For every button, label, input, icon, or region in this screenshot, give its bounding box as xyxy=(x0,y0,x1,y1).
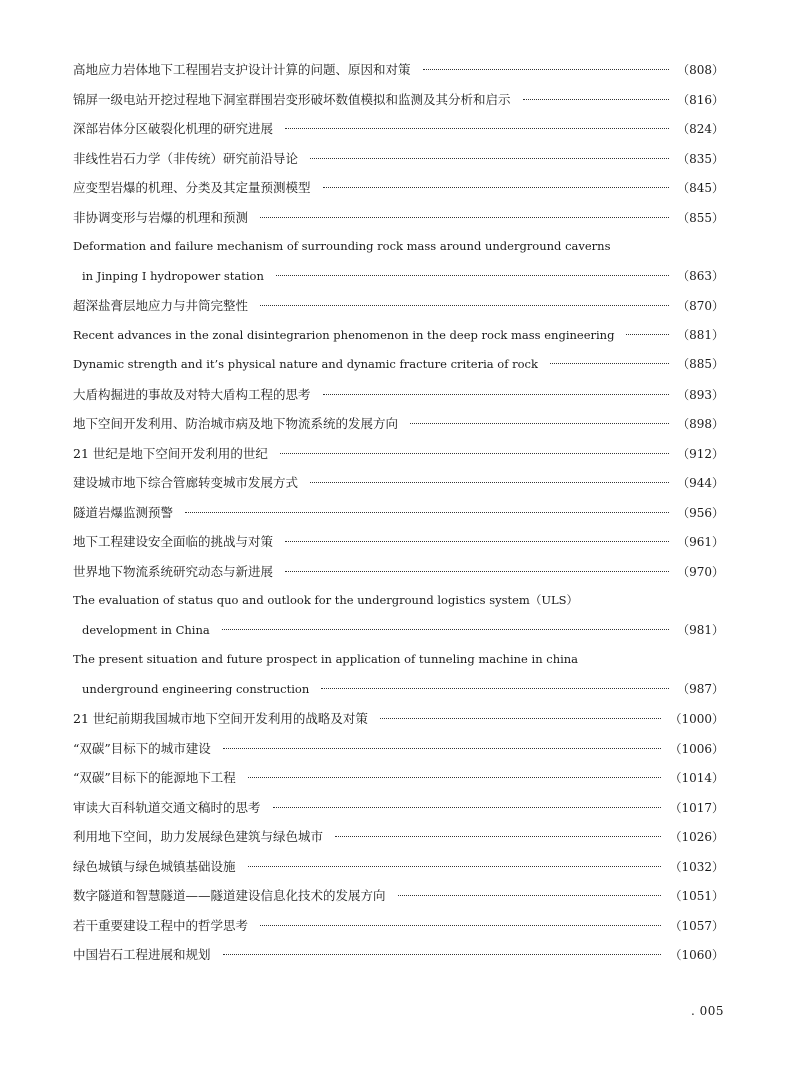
toc-entry-page: （987） xyxy=(677,681,724,696)
toc-entry[interactable] xyxy=(73,55,724,85)
toc-entry-page: （835） xyxy=(677,151,724,166)
toc-entry-title: 数字隧道和智慧隧道——隧道建设信息化技术的发展方向 xyxy=(73,888,386,903)
dot-leader xyxy=(323,394,670,395)
toc-entry-page: （885） xyxy=(677,357,724,371)
toc-entry-title: Recent advances in the zonal disintegrarion phenomenon in the deep rock mass engineering xyxy=(73,327,615,342)
toc-entry[interactable] xyxy=(73,793,724,823)
dot-leader xyxy=(248,866,662,867)
toc-entry-page: （1032） xyxy=(669,859,724,874)
dot-leader xyxy=(310,482,669,483)
dot-leader xyxy=(273,807,662,808)
toc-entry[interactable] xyxy=(73,822,724,852)
dot-leader xyxy=(550,363,669,364)
toc-entry-page: （824） xyxy=(677,122,724,136)
toc-entry-title: 若干重要建设工程中的哲学思考 xyxy=(73,917,249,933)
toc-entry-title: “双碳”目标下的能源地下工程 xyxy=(73,770,236,785)
toc-entry[interactable] xyxy=(73,675,724,705)
toc-entry-title: 地下空间开发利用、防治城市病及地下物流系统的发展方向 xyxy=(73,416,399,431)
table-of-contents xyxy=(73,55,724,970)
toc-entry-title: underground engineering construction xyxy=(82,681,310,696)
dot-leader xyxy=(285,128,669,129)
toc-entry-page: （961） xyxy=(677,535,724,549)
toc-entry-page: （898） xyxy=(677,417,724,431)
toc-entry-title: 利用地下空间，助力发展绿色建筑与绿色城市 xyxy=(73,829,324,844)
toc-entry[interactable] xyxy=(73,557,724,587)
toc-entry-page: （1000） xyxy=(669,712,724,726)
toc-entry[interactable] xyxy=(73,616,724,646)
toc-entry-title: 非协调变形与岩爆的机理和预测 xyxy=(73,209,249,225)
toc-entry[interactable] xyxy=(73,262,724,292)
toc-entry[interactable] xyxy=(73,291,724,321)
toc-entry-title: 大盾构掘进的事故及对特大盾构工程的思考 xyxy=(73,386,311,402)
toc-entry-page: （981） xyxy=(677,622,724,637)
toc-entry-title: 审读大百科轨道交通文稿时的思考 xyxy=(73,799,261,815)
dot-leader xyxy=(335,836,661,837)
toc-entry-page: （881） xyxy=(677,327,724,342)
toc-entry-page: （863） xyxy=(677,268,724,283)
toc-entry[interactable] xyxy=(73,144,724,174)
dot-leader xyxy=(260,305,669,306)
toc-entry-first-line[interactable] xyxy=(73,586,724,616)
dot-leader xyxy=(410,423,669,424)
toc-entry[interactable] xyxy=(73,852,724,882)
toc-entry-title: 深部岩体分区破裂化机理的研究进展 xyxy=(73,121,274,136)
toc-entry[interactable] xyxy=(73,409,724,439)
toc-entry[interactable] xyxy=(73,114,724,144)
toc-entry-page: （1026） xyxy=(669,830,724,844)
toc-entry-page: （845） xyxy=(677,181,724,195)
toc-entry[interactable] xyxy=(73,468,724,498)
dot-leader xyxy=(260,217,669,218)
toc-entry-title-line1: Deformation and failure mechanism of surrounding rock mass around underground caverns xyxy=(73,239,611,253)
toc-entry-page: （944） xyxy=(677,476,724,490)
toc-entry-title: 世界地下物流系统研究动态与新进展 xyxy=(73,563,274,579)
toc-entry-title: 建设城市地下综合管廊转变城市发展方式 xyxy=(73,475,299,490)
toc-entry-page: （1060） xyxy=(669,948,724,962)
toc-entry-first-line[interactable] xyxy=(73,645,724,675)
toc-entry[interactable] xyxy=(73,439,724,469)
toc-entry-title: 非线性岩石力学（非传统）研究前沿导论 xyxy=(73,150,299,166)
toc-entry-title: 21 世纪前期我国城市地下空间开发利用的战略及对策 xyxy=(73,711,368,726)
dot-leader xyxy=(626,334,669,335)
toc-entry-page: （855） xyxy=(677,210,724,225)
dot-leader xyxy=(380,718,662,719)
toc-entry-title-line1: The evaluation of status quo and outlook for the underground logistics system（ULS） xyxy=(73,593,579,607)
dot-leader xyxy=(222,629,669,630)
toc-entry[interactable] xyxy=(73,527,724,557)
toc-entry[interactable] xyxy=(73,173,724,203)
toc-entry-title: 应变型岩爆的机理、分类及其定量预测模型 xyxy=(73,180,311,195)
toc-entry-title: 锦屏一级电站开挖过程地下洞室群围岩变形破坏数值模拟和监测及其分析和启示 xyxy=(73,91,511,107)
toc-entry-title: 隧道岩爆监测预警 xyxy=(73,504,174,520)
toc-entry-title: 地下工程建设安全面临的挑战与对策 xyxy=(73,534,274,549)
toc-entry[interactable] xyxy=(73,704,724,734)
dot-leader xyxy=(223,954,662,955)
dot-leader xyxy=(398,895,662,896)
toc-entry-title: 中国岩石工程进展和规划 xyxy=(73,947,211,962)
dot-leader xyxy=(285,571,669,572)
dot-leader xyxy=(423,69,670,70)
toc-entry[interactable] xyxy=(73,881,724,911)
toc-entry-title: 绿色城镇与绿色城镇基础设施 xyxy=(73,858,236,874)
dot-leader xyxy=(310,158,669,159)
dot-leader xyxy=(260,925,661,926)
dot-leader xyxy=(321,688,669,689)
toc-entry[interactable] xyxy=(73,380,724,410)
toc-entry-page: （912） xyxy=(677,446,724,461)
toc-entry[interactable] xyxy=(73,85,724,115)
toc-entry-page: （808） xyxy=(677,63,724,77)
dot-leader xyxy=(323,187,670,188)
page-number: . 005 xyxy=(690,1004,724,1018)
toc-entry-page: （870） xyxy=(677,299,724,313)
toc-entry-page: （893） xyxy=(677,387,724,402)
toc-entry-title: Dynamic strength and it’s physical nature and dynamic fracture criteria of rock xyxy=(73,357,538,371)
toc-entry[interactable] xyxy=(73,350,724,380)
toc-entry-page: （1051） xyxy=(669,889,724,903)
toc-entry[interactable] xyxy=(73,940,724,970)
dot-leader xyxy=(276,275,669,276)
toc-entry[interactable] xyxy=(73,911,724,941)
toc-entry-page: （1006） xyxy=(669,741,724,756)
toc-entry-first-line[interactable] xyxy=(73,232,724,262)
toc-entry[interactable] xyxy=(73,321,724,351)
toc-entry-title-line1: The present situation and future prospect in application of tunneling machine in china xyxy=(73,652,579,666)
toc-entry[interactable] xyxy=(73,203,724,233)
dot-leader xyxy=(280,453,669,454)
toc-entry[interactable] xyxy=(73,763,724,793)
toc-entry-title: development in China xyxy=(82,622,210,637)
toc-entry-title: 超深盐膏层地应力与井筒完整性 xyxy=(73,298,249,313)
toc-entry-title: “双碳”目标下的城市建设 xyxy=(73,740,211,756)
toc-entry-title: 高地应力岩体地下工程围岩支护设计计算的问题、原因和对策 xyxy=(73,62,411,77)
dot-leader xyxy=(223,748,662,749)
dot-leader xyxy=(285,541,669,542)
dot-leader xyxy=(185,512,669,513)
toc-entry-title: 21 世纪是地下空间开发利用的世纪 xyxy=(73,445,268,461)
toc-entry-title: in Jinping I hydropower station xyxy=(82,268,264,283)
toc-entry-page: （816） xyxy=(677,92,724,107)
dot-leader xyxy=(523,99,670,100)
dot-leader xyxy=(248,777,662,778)
toc-entry-page: （1014） xyxy=(669,771,724,785)
toc-entry-page: （1017） xyxy=(669,800,724,815)
toc-entry-page: （970） xyxy=(677,564,724,579)
toc-entry-page: （1057） xyxy=(669,918,724,933)
toc-entry[interactable] xyxy=(73,498,724,528)
toc-entry[interactable] xyxy=(73,734,724,764)
toc-entry-page: （956） xyxy=(677,505,724,520)
